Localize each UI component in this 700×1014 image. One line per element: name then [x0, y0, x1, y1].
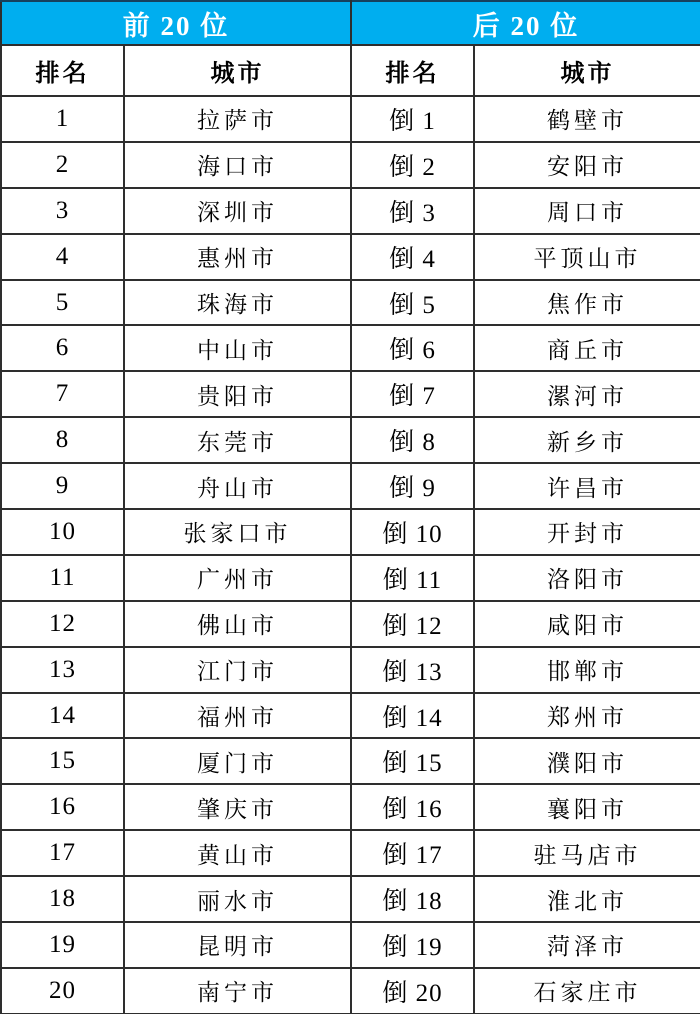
bottom20-rank-cell: 倒 14 [351, 693, 474, 739]
bottom20-rank-cell: 倒 15 [351, 738, 474, 784]
column-header-row [1, 45, 700, 96]
table-row [1, 738, 700, 784]
table-row [1, 784, 700, 830]
bottom20-rank-cell: 倒 17 [351, 830, 474, 876]
top20-rank-cell: 12 [1, 601, 124, 647]
bottom20-rank-cell: 倒 1 [351, 96, 474, 142]
bottom20-rank-cell: 倒 6 [351, 325, 474, 371]
bottom20-city-cell: 襄阳市 [474, 784, 700, 830]
bottom20-rank-column-header: 排名 [351, 45, 474, 96]
bottom20-city-cell: 菏泽市 [474, 922, 700, 968]
top20-rank-cell: 18 [1, 876, 124, 922]
table-row [1, 280, 700, 326]
bottom20-rank-cell: 倒 19 [351, 922, 474, 968]
bottom20-city-cell: 焦作市 [474, 280, 700, 326]
top20-rank-cell: 19 [1, 922, 124, 968]
top20-city-cell: 福州市 [124, 693, 351, 739]
top20-rank-cell: 13 [1, 647, 124, 693]
table-row [1, 509, 700, 555]
bottom20-city-cell: 濮阳市 [474, 738, 700, 784]
bottom20-city-cell: 漯河市 [474, 371, 700, 417]
bottom20-rank-cell: 倒 13 [351, 647, 474, 693]
bottom20-city-cell: 咸阳市 [474, 601, 700, 647]
top20-rank-cell: 16 [1, 784, 124, 830]
top20-city-column-header: 城市 [124, 45, 351, 96]
table-row [1, 555, 700, 601]
top20-rank-column-header: 排名 [1, 45, 124, 96]
top20-city-cell: 黄山市 [124, 830, 351, 876]
bottom20-city-cell: 许昌市 [474, 463, 700, 509]
bottom20-city-cell: 商丘市 [474, 325, 700, 371]
top20-city-cell: 拉萨市 [124, 96, 351, 142]
table-row [1, 830, 700, 876]
bottom20-rank-cell: 倒 8 [351, 417, 474, 463]
bottom20-rank-cell: 倒 4 [351, 234, 474, 280]
bottom20-city-column-header: 城市 [474, 45, 700, 96]
top20-city-cell: 舟山市 [124, 463, 351, 509]
bottom20-rank-cell: 倒 12 [351, 601, 474, 647]
top20-city-cell: 厦门市 [124, 738, 351, 784]
bottom20-rank-cell: 倒 20 [351, 968, 474, 1014]
top20-city-cell: 丽水市 [124, 876, 351, 922]
top20-city-cell: 肇庆市 [124, 784, 351, 830]
top20-rank-cell: 4 [1, 234, 124, 280]
bottom20-city-cell: 周口市 [474, 188, 700, 234]
table-row [1, 417, 700, 463]
bottom20-city-cell: 淮北市 [474, 876, 700, 922]
table-row [1, 188, 700, 234]
top20-city-cell: 深圳市 [124, 188, 351, 234]
bottom20-city-cell: 邯郸市 [474, 647, 700, 693]
top20-rank-cell: 1 [1, 96, 124, 142]
table-row [1, 876, 700, 922]
top20-city-cell: 东莞市 [124, 417, 351, 463]
table-row [1, 601, 700, 647]
top20-rank-cell: 9 [1, 463, 124, 509]
top20-city-cell: 惠州市 [124, 234, 351, 280]
bottom20-rank-cell: 倒 5 [351, 280, 474, 326]
top20-city-cell: 南宁市 [124, 968, 351, 1014]
table-row [1, 647, 700, 693]
top20-city-cell: 广州市 [124, 555, 351, 601]
top20-rank-cell: 15 [1, 738, 124, 784]
top20-rank-cell: 17 [1, 830, 124, 876]
table-row [1, 463, 700, 509]
top20-city-cell: 贵阳市 [124, 371, 351, 417]
bottom20-rank-cell: 倒 2 [351, 142, 474, 188]
table-row [1, 234, 700, 280]
bottom20-city-cell: 石家庄市 [474, 968, 700, 1014]
table-row [1, 968, 700, 1014]
top20-group-header: 前 20 位 [1, 1, 351, 45]
bottom20-rank-cell: 倒 9 [351, 463, 474, 509]
bottom20-city-cell: 驻马店市 [474, 830, 700, 876]
bottom20-rank-cell: 倒 10 [351, 509, 474, 555]
bottom20-rank-cell: 倒 18 [351, 876, 474, 922]
top20-rank-cell: 6 [1, 325, 124, 371]
top20-city-cell: 佛山市 [124, 601, 351, 647]
top20-rank-cell: 14 [1, 693, 124, 739]
top20-city-cell: 江门市 [124, 647, 351, 693]
top20-city-cell: 珠海市 [124, 280, 351, 326]
top20-rank-cell: 5 [1, 280, 124, 326]
table-row [1, 922, 700, 968]
top20-rank-cell: 2 [1, 142, 124, 188]
top20-rank-cell: 8 [1, 417, 124, 463]
table-row [1, 325, 700, 371]
top20-rank-cell: 3 [1, 188, 124, 234]
top20-rank-cell: 11 [1, 555, 124, 601]
bottom20-rank-cell: 倒 3 [351, 188, 474, 234]
bottom20-city-cell: 新乡市 [474, 417, 700, 463]
top20-city-cell: 张家口市 [124, 509, 351, 555]
bottom20-city-cell: 郑州市 [474, 693, 700, 739]
group-header-row [1, 1, 700, 45]
top20-rank-cell: 7 [1, 371, 124, 417]
top20-city-cell: 海口市 [124, 142, 351, 188]
bottom20-city-cell: 鹤壁市 [474, 96, 700, 142]
bottom20-rank-cell: 倒 16 [351, 784, 474, 830]
top20-city-cell: 昆明市 [124, 922, 351, 968]
bottom20-city-cell: 安阳市 [474, 142, 700, 188]
top20-rank-cell: 20 [1, 968, 124, 1014]
table-row [1, 371, 700, 417]
table-row [1, 96, 700, 142]
top20-city-cell: 中山市 [124, 325, 351, 371]
top20-rank-cell: 10 [1, 509, 124, 555]
bottom20-group-header: 后 20 位 [351, 1, 700, 45]
bottom20-rank-cell: 倒 7 [351, 371, 474, 417]
table-row [1, 693, 700, 739]
bottom20-city-cell: 开封市 [474, 509, 700, 555]
table-body [1, 96, 700, 1014]
bottom20-city-cell: 平顶山市 [474, 234, 700, 280]
bottom20-rank-cell: 倒 11 [351, 555, 474, 601]
bottom20-city-cell: 洛阳市 [474, 555, 700, 601]
table-row [1, 142, 700, 188]
